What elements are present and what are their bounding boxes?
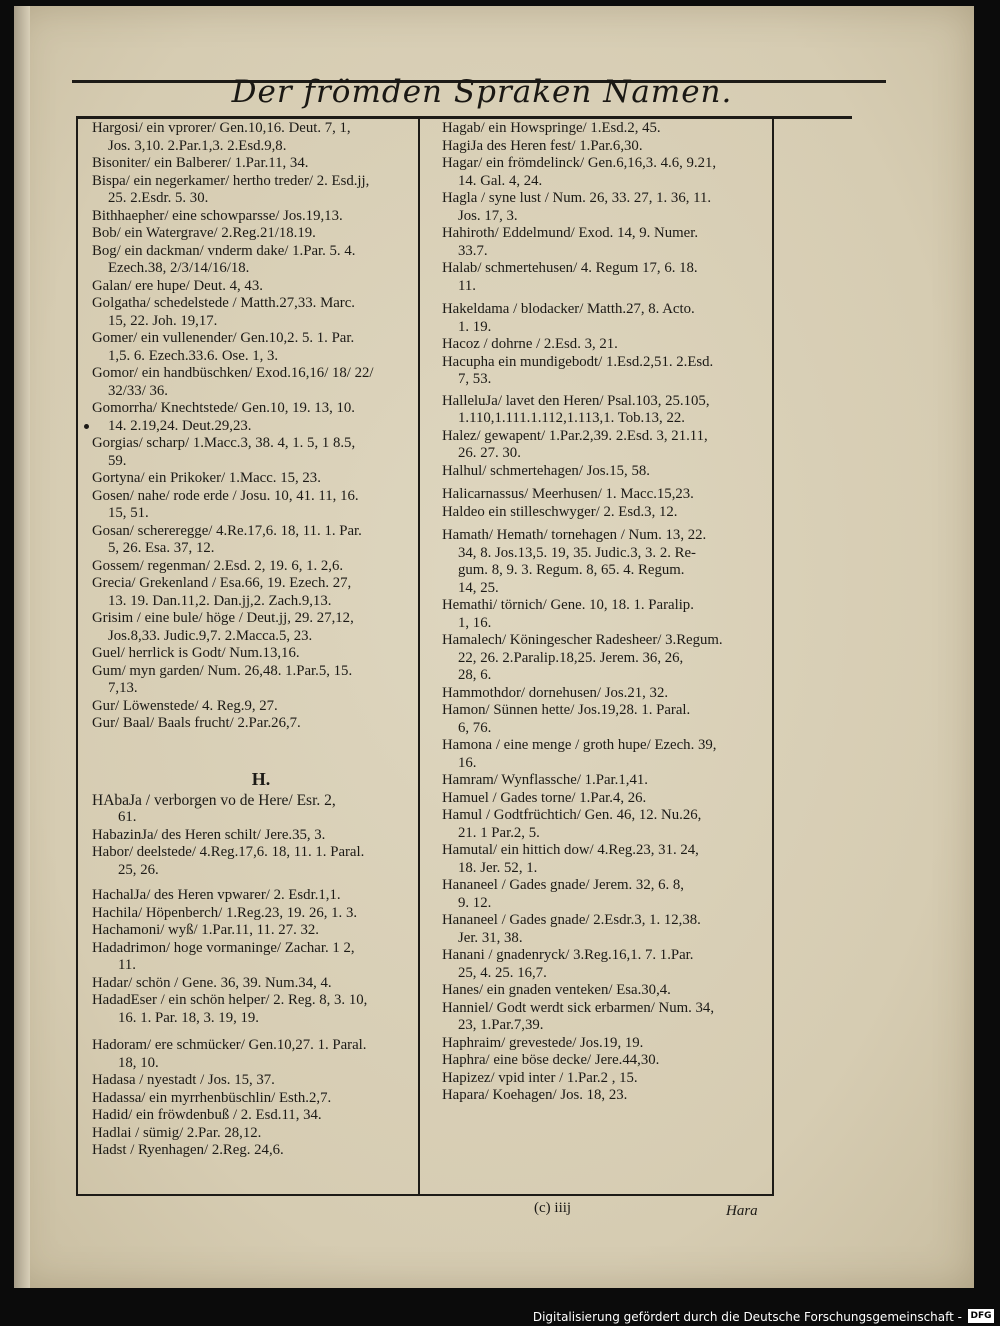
entry: Hadar/ schön / Gene. 36, 39. Num.34, 4.: [92, 974, 332, 991]
entry: Hargosi/ ein vprorer/ Gen.10,16. Deut. 7, 1,: [92, 120, 351, 136]
entry: Galan/ ere hupe/ Deut. 4, 43.: [92, 277, 263, 294]
entry: Hadadrimon/ hoge vormaninge/ Zachar. 1 2,: [92, 939, 355, 956]
entry: Hachamoni/ wyß/ 1.Par.11, 11. 27. 32.: [92, 922, 319, 938]
entry: Halhul/ schmertehagen/ Jos.15, 58.: [442, 462, 650, 479]
entry: Hadid/ ein fröwdenbuß / 2. Esd.11, 34.: [92, 1107, 322, 1123]
entry: Hananeel / Gades gnade/ 2.Esdr.3, 1. 12,38.: [442, 912, 701, 928]
entry: Guel/ herrlick is Godt/ Num.13,16.: [92, 645, 300, 661]
entry: Hachila/ Höpenberch/ 1.Reg.23, 19. 26, 1. 3.: [92, 904, 358, 921]
entry: Hahiroth/ Eddelmund/ Exod. 14, 9. Numer.: [442, 225, 699, 241]
entry: Halez/ gewapent/ 1.Par.2,39. 2.Esd. 3, 21.11,: [442, 427, 708, 444]
entry: 21. 1 Par.2, 5.: [458, 824, 540, 841]
entry: Haldeo ein stilleschwyger/ 2. Esd.3, 12.: [442, 503, 678, 520]
entry: 16. 1. Par. 18, 3. 19, 19.: [118, 1009, 259, 1026]
entry: Hagab/ ein Howspringe/ 1.Esd.2, 45.: [442, 120, 661, 136]
entry: 18. Jer. 52, 1.: [458, 859, 538, 876]
entry: Hadst / Ryenhagen/ 2.Reg. 24,6.: [92, 1142, 284, 1158]
left-column-rule: [76, 116, 78, 1196]
entry: HAbaJa / verborgen vo de Here/ Esr. 2,: [92, 791, 336, 809]
entry: Bithhaepher/ eine schowparsse/ Jos.19,13.: [92, 207, 343, 224]
entry: 59.: [108, 452, 127, 469]
entry: Hakeldama / blodacker/ Matth.27, 8. Acto.: [442, 301, 695, 317]
signature-mark: (c) iiij: [534, 1200, 572, 1216]
entry: 16.: [458, 754, 477, 771]
left-column: [92, 120, 430, 1160]
entry: Gosen/ nahe/ rode erde / Josu. 10, 41. 11, 16.: [92, 487, 359, 504]
entry: 9. 12.: [458, 894, 492, 911]
entry: Gomer/ ein vullenender/ Gen.10,2. 5. 1. Par.: [92, 330, 355, 346]
entry: Hagla / syne lust / Num. 26, 33. 27, 1. 36, 11.: [442, 190, 712, 206]
entry: Haphraim/ grevestede/ Jos.19, 19.: [442, 1034, 644, 1051]
catchword: Hara: [726, 1203, 758, 1219]
entry: Hadasa / nyestadt / Jos. 15, 37.: [92, 1072, 275, 1088]
page-title: Der frömden Spraken Namen.: [231, 74, 733, 110]
entry: Jos. 17, 3.: [458, 207, 518, 224]
entry: HachalJa/ des Heren vpwarer/ 2. Esdr.1,1.: [92, 887, 341, 903]
entry: Hanes/ ein gnaden venteken/ Esa.30,4.: [442, 982, 671, 998]
entry: 26. 27. 30.: [458, 445, 521, 461]
dfg-logo-icon: DFG: [968, 1309, 994, 1323]
entry: Hamram/ Wynflassche/ 1.Par.1,41.: [442, 772, 648, 788]
entry: HabazinJa/ des Heren schilt/ Jere.35, 3.: [92, 826, 326, 843]
entry: 14. Gal. 4, 24.: [458, 172, 543, 189]
margin-dot: [84, 424, 89, 429]
entry: Ezech.38, 2/3/14/16/18.: [108, 260, 250, 276]
entry: Gur/ Baal/ Baals frucht/ 2.Par.26,7.: [92, 715, 301, 731]
entry: Gur/ Löwenstede/ 4. Reg.9, 27.: [92, 697, 278, 714]
scanned-page: [14, 6, 974, 1288]
digitization-credit: Digitalisierung gefördert durch die Deutsche Forschungsgemeinschaft -: [532, 1310, 962, 1324]
entry: Jer. 31, 38.: [458, 929, 523, 946]
entry: Hanani / gnadenryck/ 3.Reg.16,1. 7. 1.Par.: [442, 947, 694, 963]
entry: 22, 26. 2.Paralip.18,25. Jerem. 36, 26,: [458, 649, 684, 666]
entry: gum. 8, 9. 3. Regum. 8, 65. 4. Regum.: [458, 562, 685, 578]
entry: Gomorrha/ Knechtstede/ Gen.10, 19. 13, 10.: [92, 400, 355, 416]
entry: Hadlai / sümig/ 2.Par. 28,12.: [92, 1124, 262, 1141]
entry: Hamon/ Sünnen hette/ Jos.19,28. 1. Paral.: [442, 702, 691, 718]
entry: Gomor/ ein handbüschken/ Exod.16,16/ 18/ 22/: [92, 365, 374, 381]
entry: 34, 8. Jos.13,5. 19, 35. Judic.3, 3. 2. Re-: [458, 544, 696, 561]
entry: 1. 19.: [458, 318, 492, 335]
entry: Hamalech/ Köningescher Radesheer/ 3.Regum.: [442, 632, 723, 648]
entry: Bisoniter/ ein Balberer/ 1.Par.11, 34.: [92, 155, 309, 171]
entry: 1, 16.: [458, 614, 492, 631]
entry: 14, 25.: [458, 579, 499, 596]
entry: 28, 6.: [458, 667, 492, 683]
entry: 25, 26.: [118, 861, 159, 878]
entry: Hamutal/ ein hittich dow/ 4.Reg.23, 31. 24,: [442, 842, 699, 858]
entry: 13. 19. Dan.11,2. Dan.jj,2. Zach.9,13.: [108, 592, 332, 609]
bottom-rule: [76, 1194, 774, 1196]
entry: Gorgias/ scharp/ 1.Macc.3, 38. 4, 1. 5, 1 8.5,: [92, 435, 356, 451]
entry: Grisim / eine bule/ höge / Deut.jj, 29. 27,12,: [92, 610, 354, 626]
entry: 23, 1.Par.7,39.: [458, 1017, 544, 1033]
entry: Hamuel / Gades torne/ 1.Par.4, 26.: [442, 789, 647, 806]
entry: 32/33/ 36.: [108, 382, 169, 399]
entry: 1.110,1.111.1.112,1.113,1. Tob.13, 22.: [458, 410, 685, 426]
entry: Golgatha/ schedelstede / Matth.27,33. Marc.: [92, 295, 355, 311]
entry: Hammothdor/ dornehusen/ Jos.21, 32.: [442, 684, 669, 701]
entry: Haphra/ eine böse decke/ Jere.44,30.: [442, 1052, 660, 1068]
entry: 5, 26. Esa. 37, 12.: [108, 540, 215, 556]
entry: 15, 51.: [108, 505, 149, 521]
entry: Hacoz / dohrne / 2.Esd. 3, 21.: [442, 336, 618, 352]
entry: Hanniel/ Godt werdt sick erbarmen/ Num. 34,: [442, 999, 715, 1016]
entry: HadadEser / ein schön helper/ 2. Reg. 8, 3. 10,: [92, 992, 368, 1008]
entry: Hadassa/ ein myrrhenbüschlin/ Esth.2,7.: [92, 1089, 332, 1106]
entry: 7, 53.: [458, 371, 492, 387]
entry: Hemathi/ törnich/ Gene. 10, 18. 1. Paralip.: [442, 597, 694, 613]
entry: Bob/ ein Watergrave/ 2.Reg.21/18.19.: [92, 225, 316, 241]
entry: Hapara/ Koehagen/ Jos. 18, 23.: [442, 1087, 628, 1103]
entry: Jos. 3,10. 2.Par.1,3. 2.Esd.9,8.: [108, 137, 287, 154]
entry: Halab/ schmertehusen/ 4. Regum 17, 6. 18.: [442, 260, 698, 276]
section-heading: H.: [251, 768, 271, 789]
entry: Hananeel / Gades gnade/ Jerem. 32, 6. 8,: [442, 877, 685, 893]
entry: Hamul / Godtfrüchtich/ Gen. 46, 12. Nu.26,: [442, 807, 702, 823]
entry: Bog/ ein dackman/ vnderm dake/ 1.Par. 5. 4.: [92, 242, 356, 259]
header-bottom-rule: [76, 116, 852, 119]
entry: Gum/ myn garden/ Num. 26,48. 1.Par.5, 15.: [92, 662, 353, 679]
entry: 61.: [118, 809, 137, 825]
entry: Hacupha ein mundigebodt/ 1.Esd.2,51. 2.Esd.: [442, 353, 714, 370]
entry: 11.: [118, 957, 136, 973]
right-column: [442, 120, 784, 1105]
entry: HagiJa des Heren fest/ 1.Par.6,30.: [442, 137, 643, 154]
page-fold-shadow: [14, 6, 30, 1288]
entry: Hagar/ ein frömdelinck/ Gen.6,16,3. 4.6, 9.21,: [442, 155, 717, 171]
entry: 14. 2.19,24. Deut.29,23.: [108, 417, 252, 434]
entry: 18, 10.: [118, 1054, 159, 1071]
entry: Hapizez/ vpid inter / 1.Par.2 , 15.: [442, 1069, 638, 1086]
entry: 7,13.: [108, 680, 138, 696]
entry: 25, 4. 25. 16,7.: [458, 964, 547, 981]
entry: Halicarnassus/ Meerhusen/ 1. Macc.15,23.: [442, 486, 694, 502]
entry: 1,5. 6. Ezech.33.6. Ose. 1, 3.: [108, 347, 279, 364]
entry: Grecia/ Grekenland / Esa.66, 19. Ezech. 27,: [92, 575, 352, 591]
entry: Habor/ deelstede/ 4.Reg.17,6. 18, 11. 1. Paral.: [92, 844, 365, 860]
entry: Hadoram/ ere schmücker/ Gen.10,27. 1. Paral.: [92, 1037, 367, 1053]
entry: Gosan/ schereregge/ 4.Re.17,6. 18, 11. 1. Par.: [92, 522, 362, 539]
entry: Jos.8,33. Judic.9,7. 2.Macca.5, 23.: [108, 627, 313, 644]
entry: 11.: [458, 277, 476, 294]
entry: Gortyna/ ein Prikoker/ 1.Macc. 15, 23.: [92, 470, 321, 486]
entry: HalleluJa/ lavet den Heren/ Psal.103, 25.105,: [442, 392, 710, 409]
entry: Bispa/ ein negerkamer/ hertho treder/ 2. Esd.jj,: [92, 172, 370, 189]
entry: Gossem/ regenman/ 2.Esd. 2, 19. 6, 1. 2,6.: [92, 557, 344, 574]
entry: Hamath/ Hemath/ tornehagen / Num. 13, 22.: [442, 527, 707, 543]
entry: 33.7.: [458, 242, 488, 259]
entry: 25. 2.Esdr. 5. 30.: [108, 190, 209, 206]
entry: Hamona / eine menge / groth hupe/ Ezech. 39,: [442, 737, 717, 753]
entry: 15, 22. Joh. 19,17.: [108, 312, 218, 329]
entry: 6, 76.: [458, 719, 492, 736]
